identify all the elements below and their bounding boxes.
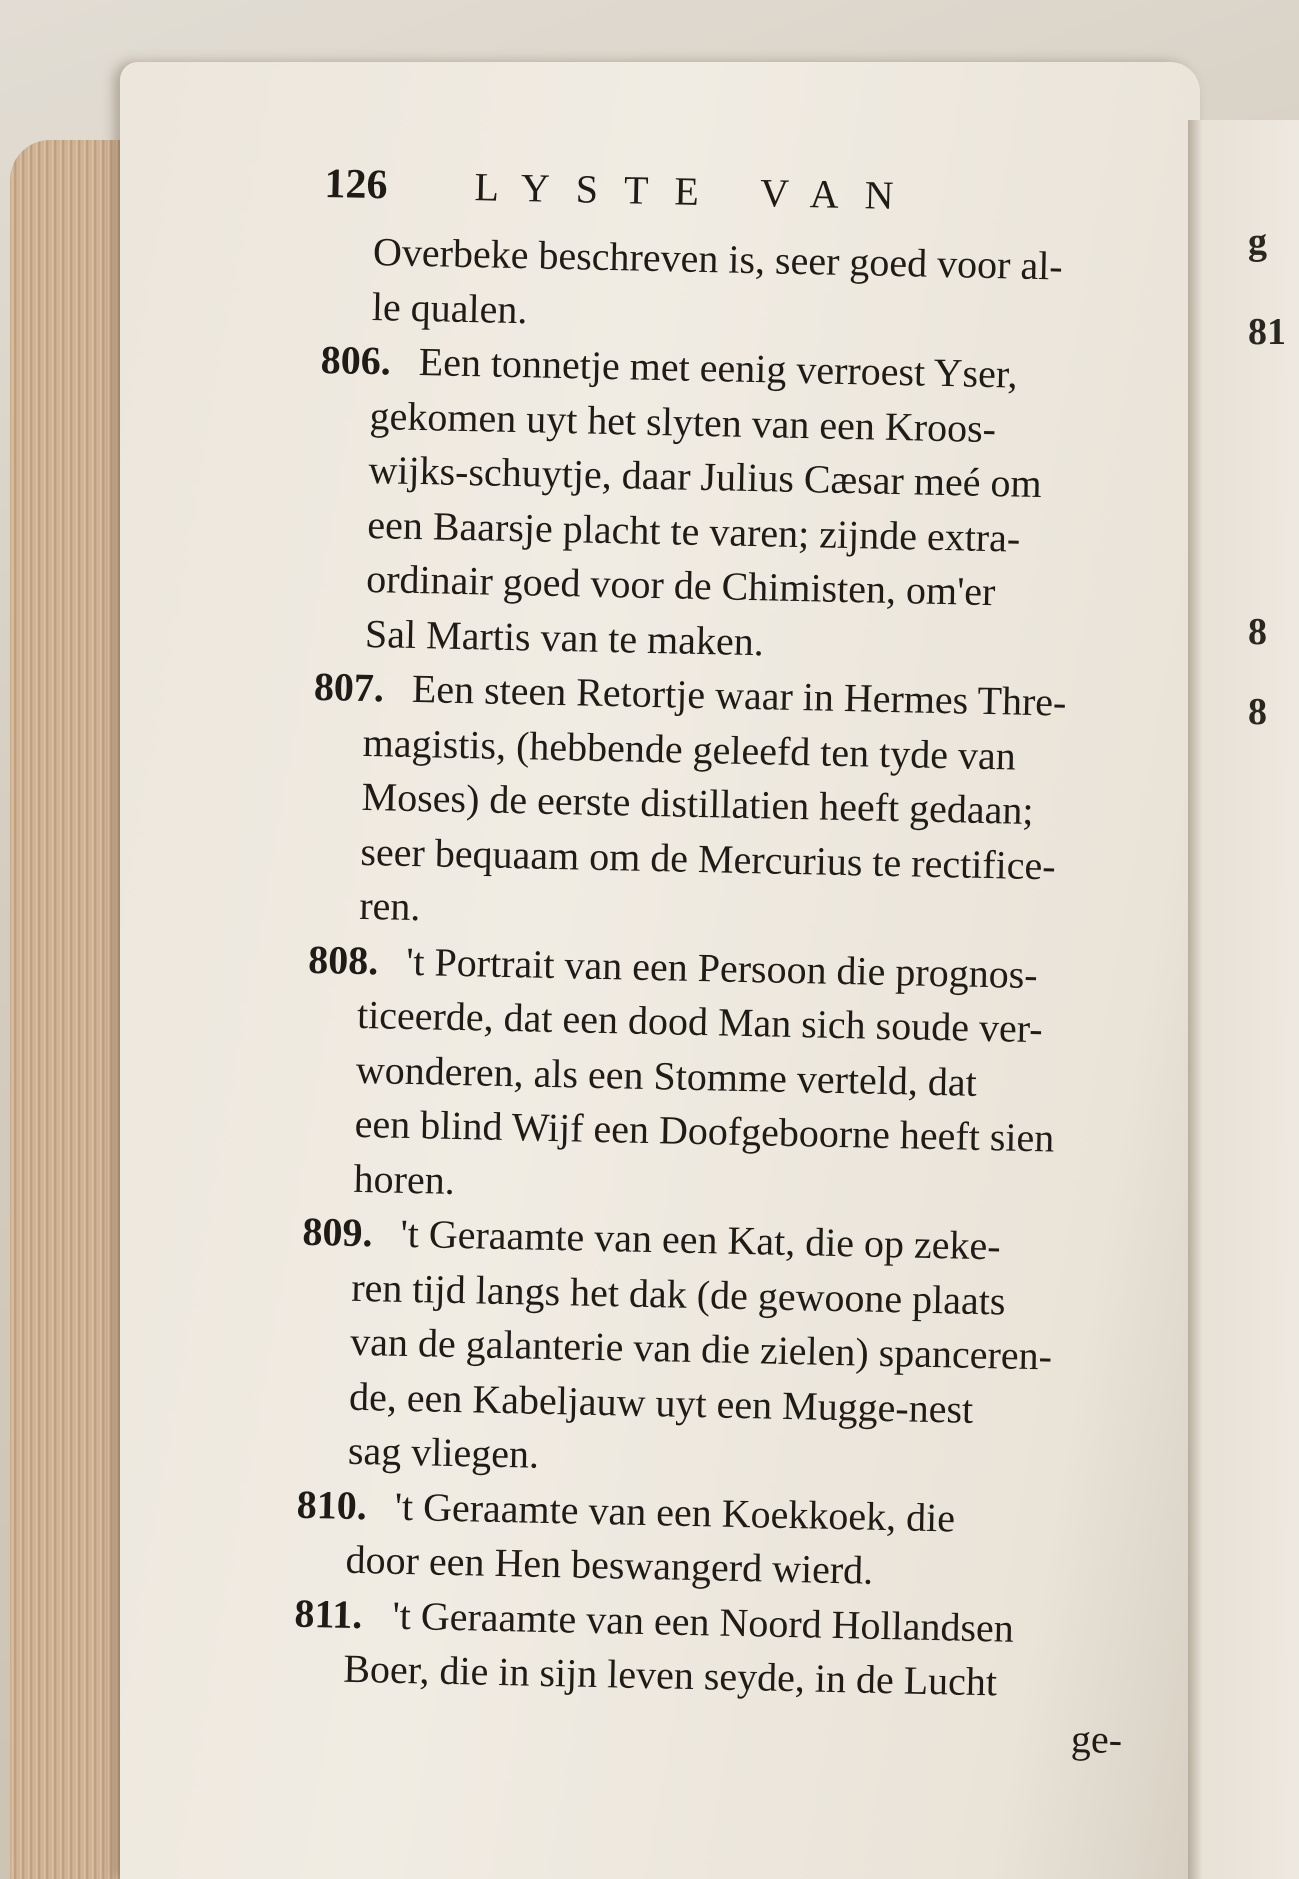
entry-number: 807.: [313, 663, 385, 711]
text-line: Een tonnetje met eenig verroest Yser,: [418, 339, 1019, 397]
text-line: ren.: [358, 882, 421, 930]
catchword: ge-: [1070, 1715, 1123, 1762]
entry-808: [303, 932, 1149, 1222]
text-line: sag vliegen.: [347, 1427, 540, 1477]
text-line: een blind Wijf een Doofgeboorne heeft sien: [354, 1100, 1055, 1161]
entry-number: 811.: [294, 1590, 363, 1637]
text-line: wijks-schuytje, daar Julius Cæsar meé om: [368, 446, 1043, 507]
text-line: ordinair goed voor de Chimisten, om'er: [365, 555, 996, 615]
running-title: LYSTE VAN: [474, 164, 921, 219]
text-line: Moses) de eerste distillatien heeft gedaan;: [361, 773, 1034, 833]
text-line: ren tijd langs het dak (de gewoone plaats: [350, 1264, 1006, 1323]
text-line: le qualen.: [371, 283, 528, 332]
text-line: een Baarsje placht te varen; zijnde extra-: [366, 501, 1021, 561]
entry-811: [293, 1586, 1135, 1713]
page-number: 126: [324, 160, 388, 209]
page-edges: [10, 140, 130, 1879]
facing-page-fragment: 8: [1248, 611, 1267, 653]
text-line: magistis, (hebbende geleefd ten tyde van: [362, 719, 1017, 779]
text-line: door een Hen beswangerd wierd.: [345, 1536, 874, 1593]
entry-number: 808.: [307, 936, 379, 983]
facing-page-fragment: 8: [1248, 691, 1267, 733]
text-line: wonderen, als een Stomme verteld, dat: [355, 1046, 978, 1105]
text-line: Sal Martis van te maken.: [364, 610, 765, 664]
entry-810: [295, 1477, 1137, 1604]
entry-809: [297, 1205, 1143, 1495]
text-line: Overbeke beschreven is, seer goed voor al-: [372, 229, 1064, 289]
entry-number: 806.: [320, 336, 392, 384]
text-line: Een steen Retortje waar in Hermes Thre-: [411, 665, 1067, 725]
entry-number: 809.: [302, 1208, 374, 1256]
text-line: ticeerde, dat een dood Man sich soude ver-: [356, 991, 1044, 1052]
text-line: 't Geraamte van een Noord Hollandsen: [392, 1592, 1015, 1651]
text-line: Boer, die in sijn leven seyde, in de Lucht: [342, 1645, 998, 1705]
page-text: [292, 160, 1165, 1767]
text-line: seer bequaam om de Mercurius te rectifice-: [360, 828, 1057, 888]
entry-number: 810.: [296, 1481, 368, 1528]
facing-page-fragment: 81: [1248, 311, 1286, 353]
facing-page: [1188, 120, 1299, 1879]
entry-807: [309, 660, 1155, 950]
text-line: horen.: [353, 1155, 456, 1203]
text-line: gekomen uyt het slyten van een Kroos-: [369, 392, 997, 451]
text-line: de, een Kabeljauw uyt een Mugge-nest: [348, 1373, 974, 1432]
entry-806: [315, 333, 1162, 678]
text-line: 't Portrait van een Persoon die prognos-: [405, 938, 1039, 997]
facing-page-fragment: g: [1248, 221, 1267, 263]
text-line: 't Geraamte van een Kat, die op zeke-: [400, 1210, 1002, 1269]
text-line: van de galanterie van die zielen) spanceren-: [349, 1318, 1053, 1379]
text-line: 't Geraamte van een Koekkoek, die: [394, 1483, 956, 1540]
